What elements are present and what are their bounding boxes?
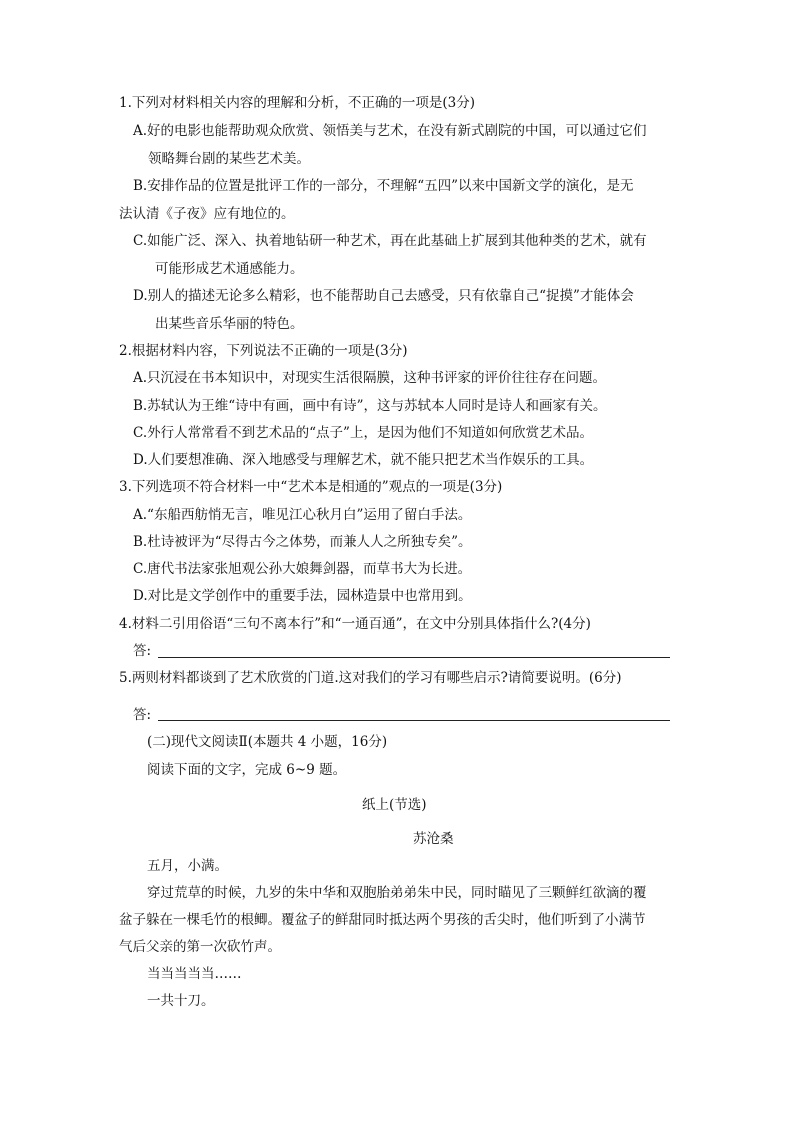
passage-paragraph-2: 穿过荒草的时候，九岁的朱中华和双胞胎弟弟朱中民，同时瞄见了三颗鲜红欲滴的覆 — [147, 885, 647, 901]
q3-option-d: D.对比是文学创作中的重要手法，园林造景中也常用到。 — [133, 588, 472, 604]
q4-answer-label: 答: — [133, 643, 152, 659]
q1-option-b-cont: 法认清《子夜》应有地位的。 — [119, 206, 295, 222]
q2-option-b: B.苏轼认为王维“诗中有画，画中有诗”，这与苏轼本人同时是诗人和画家有关。 — [133, 398, 607, 414]
q3-option-a: A.“东船西舫悄无言，唯见江心秋月白”运用了留白手法。 — [133, 507, 472, 523]
q4-answer-line[interactable] — [158, 657, 670, 658]
q1-option-d: D.别人的描述无论多么精彩，也不能帮助自己去感受，只有依靠自己“捉摸”才能体会 — [133, 288, 634, 304]
q2-option-d: D.人们要想准确、深入地感受与理解艺术，就不能只把艺术当作娱乐的工具。 — [133, 452, 594, 468]
section-heading: (二)现代文阅读Ⅱ(本题共 4 小题，16分) — [147, 734, 388, 750]
q2-option-a: A.只沉浸在书本知识中，对现实生活很隔膜，这种书评家的评价往往存在问题。 — [133, 370, 607, 386]
q1-option-d-cont: 出某些音乐华丽的特色。 — [155, 316, 304, 332]
passage-paragraph-2-cont: 盆子躲在一棵毛竹的根鲫。覆盆子的鲜甜同时抵达两个男孩的舌尖时，他们听到了小满节 — [119, 912, 646, 928]
passage-title: 纸上(节选) — [362, 797, 427, 813]
passage-paragraph-1: 五月，小满。 — [147, 858, 228, 874]
q1-option-c-cont: 可能形成艺术通感能力。 — [155, 261, 304, 277]
passage-paragraph-3: 当当当当当…… — [147, 966, 242, 982]
q5-answer-label: 答: — [133, 707, 152, 723]
q1-option-a-cont: 领略舞台剧的某些艺术美。 — [148, 151, 310, 167]
q5-stem: 5.两则材料都谈到了艺术欣赏的门道.这对我们的学习有哪些启示?请简要说明。(6分) — [119, 670, 622, 686]
q1-option-a: A.好的电影也能帮助观众欣赏、领悟美与艺术，在没有新式剧院的中国，可以通过它们 — [133, 123, 647, 139]
section-instruction: 阅读下面的文字，完成 6~9 题。 — [147, 762, 347, 778]
q1-option-b: B.安排作品的位置是批评工作的一部分，不理解“五四”以来中国新文学的演化，是无 — [133, 178, 634, 194]
q3-option-b: B.杜诗被评为“尽得古今之体势，而兼人人之所独专矣”。 — [133, 534, 472, 550]
q1-option-c: C.如能广泛、深入、执着地钻研一种艺术，再在此基础上扩展到其他种类的艺术，就有 — [133, 233, 647, 249]
q1-stem: 1.下列对材料相关内容的理解和分析，不正确的一项是(3分) — [119, 95, 476, 111]
passage-paragraph-2-cont: 气后父亲的第一次砍竹声。 — [119, 939, 281, 955]
q3-option-c: C.唐代书法家张旭观公孙大娘舞剑器，而草书大为长进。 — [133, 561, 472, 577]
passage-author: 苏沧桑 — [413, 831, 454, 847]
q2-option-c: C.外行人常常看不到艺术品的“点子”上，是因为他们不知道如何欣赏艺术品。 — [133, 425, 593, 441]
q2-stem: 2.根据材料内容，下列说法不正确的一项是(3分) — [119, 343, 408, 359]
q3-stem: 3.下列选项不符合材料一中“艺术本是相通的”观点的一项是(3分) — [119, 479, 503, 495]
passage-paragraph-4: 一共十刀。 — [147, 993, 215, 1009]
q5-answer-line[interactable] — [158, 720, 670, 721]
q4-stem: 4.材料二引用俗语“三句不离本行”和“一通百通”，在文中分别具体指什么?(4分) — [119, 616, 591, 632]
